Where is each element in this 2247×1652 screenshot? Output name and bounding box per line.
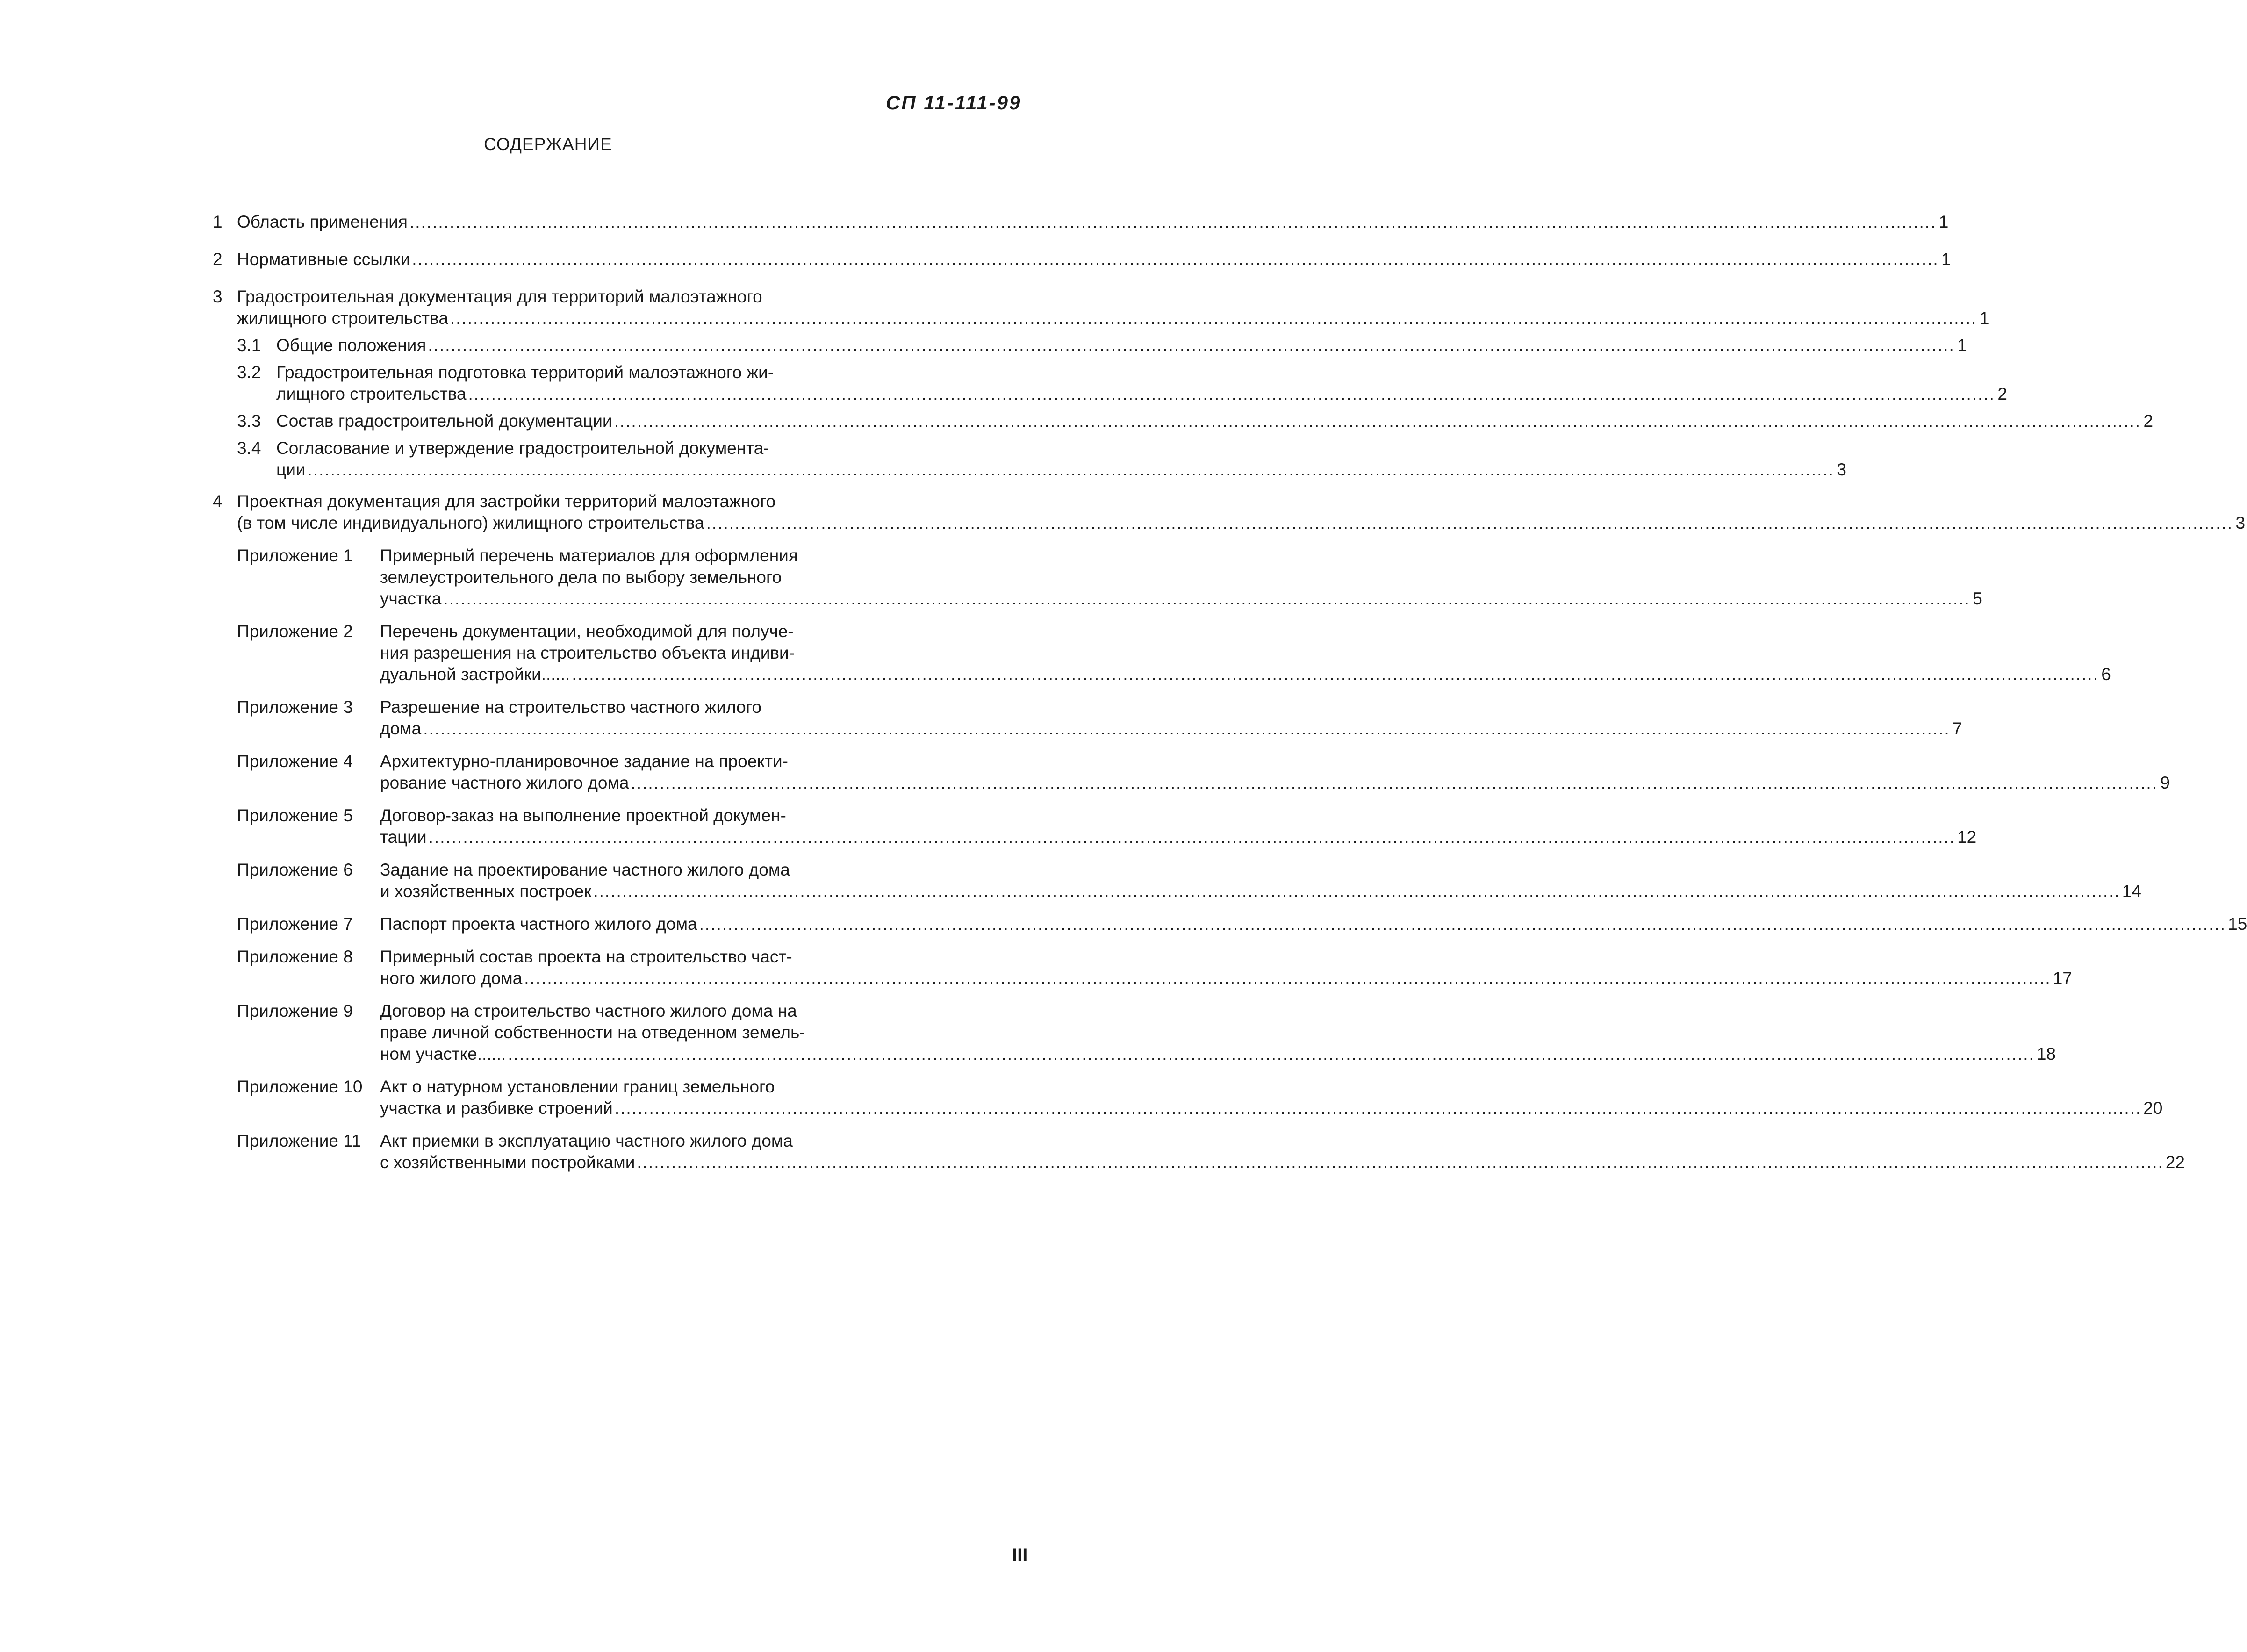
toc-entry-title-line: Архитектурно-планировочное задание на проекти-	[380, 752, 788, 771]
leader-dots	[699, 913, 2226, 935]
toc-entry-title-line: Договор на строительство частного жилого дома на	[380, 1001, 797, 1020]
toc-entry-3-1	[237, 335, 1967, 356]
toc-entry-number: 1	[213, 212, 223, 231]
toc-appendix-11	[237, 1130, 2185, 1173]
toc-entry-number: Приложение 11	[237, 1131, 361, 1150]
document-code: СП 11-111-99	[886, 92, 1022, 114]
toc-entry-number: Приложение 3	[237, 697, 353, 717]
toc-entry-number: Приложение 6	[237, 860, 353, 879]
toc-appendix-5	[237, 805, 1977, 848]
toc-page-number: 18	[2036, 1044, 2056, 1063]
toc-entry-title: дуальной застройки......	[380, 665, 570, 684]
toc-page-number: 7	[1953, 719, 1962, 738]
toc-entry-number: 3.1	[237, 336, 261, 355]
toc-entry-title-line: Проектная документация для застройки территорий малоэтажного	[237, 492, 776, 511]
toc-entry-title: жилищного строительства	[237, 309, 448, 328]
toc-entry-number: Приложение 10	[237, 1077, 363, 1096]
toc-page-number: 2	[2143, 411, 2154, 431]
page-title: СОДЕРЖАНИЕ	[484, 135, 612, 154]
leader-dots	[412, 249, 1938, 270]
toc-page-number: 1	[1941, 250, 1951, 269]
toc-entry-number: Приложение 5	[237, 806, 353, 825]
table-of-contents	[213, 211, 2247, 1173]
toc-entry-title: дома	[380, 719, 422, 738]
toc-entry-title: участка и разбивке строений	[380, 1099, 613, 1118]
leader-dots	[614, 410, 2141, 432]
toc-appendix-3	[237, 697, 1962, 740]
leader-dots	[450, 308, 1977, 329]
toc-page-number: 2	[1997, 384, 2007, 403]
toc-entry-number: 3.3	[237, 411, 261, 431]
toc-entry-title-line: Примерный перечень материалов для оформления	[380, 546, 798, 565]
toc-page-number: 12	[1957, 827, 1977, 847]
leader-dots	[429, 826, 1955, 848]
toc-page-number: 22	[2165, 1153, 2185, 1172]
toc-entry-title-line: Градостроительная подготовка территорий малоэтажного жи-	[276, 363, 774, 382]
toc-entry-3-3	[237, 410, 2154, 432]
toc-entry-title: Область применения	[237, 212, 408, 231]
toc-entry-1	[213, 211, 1949, 233]
leader-dots	[508, 1043, 2034, 1065]
toc-entry-title-line: Разрешение на строительство частного жилого	[380, 697, 761, 717]
toc-entry-number: Приложение 4	[237, 752, 353, 771]
toc-page-number: 17	[2053, 969, 2072, 988]
toc-entry-title: ном участке......	[380, 1044, 506, 1063]
toc-entry-title-line: Договор-заказ на выполнение проектной докумен-	[380, 806, 786, 825]
leader-dots	[468, 383, 1995, 405]
leader-dots	[631, 772, 2158, 794]
leader-dots	[524, 968, 2051, 989]
toc-entry-title: Паспорт проекта частного жилого дома	[380, 914, 697, 934]
toc-page-number: 5	[1973, 589, 1982, 608]
toc-entry-number: Приложение 9	[237, 1001, 353, 1020]
toc-entry-number: 3.4	[237, 438, 261, 458]
toc-entry-3	[213, 286, 1989, 329]
toc-entry-3-4	[237, 438, 1846, 481]
leader-dots	[637, 1152, 2163, 1173]
toc-entry-number: Приложение 1	[237, 546, 353, 565]
page-number: III	[1012, 1545, 1028, 1566]
toc-appendix-6	[237, 859, 2141, 902]
toc-appendix-7	[237, 913, 2247, 935]
toc-entry-number: 4	[213, 492, 223, 511]
toc-entry-title-line: Акт о натурном установлении границ земельного	[380, 1077, 775, 1096]
toc-page-number: 1	[1957, 336, 1967, 355]
toc-page-number: 1	[1979, 309, 1989, 328]
toc-entry-title: тации	[380, 827, 427, 847]
leader-dots	[593, 881, 2120, 902]
toc-entry-title: лищного строительства	[276, 384, 467, 403]
toc-page-number: 3	[1837, 460, 1846, 479]
toc-page-number: 3	[2235, 513, 2246, 532]
toc-entry-title: участка	[380, 589, 442, 608]
toc-page-number: 9	[2160, 773, 2170, 792]
toc-page-number: 20	[2143, 1099, 2163, 1118]
leader-dots	[706, 512, 2233, 534]
toc-entry-title: ции	[276, 460, 306, 479]
toc-entry-number: Приложение 2	[237, 622, 353, 641]
toc-appendix-10	[237, 1076, 2163, 1119]
leader-dots	[615, 1098, 2141, 1119]
toc-entry-number: 3.2	[237, 363, 261, 382]
toc-entry-title-line: Примерный состав проекта на строительство част-	[380, 947, 792, 966]
toc-appendix-1	[237, 545, 1982, 610]
toc-page-number: 1	[1938, 212, 1949, 231]
toc-entry-title-line: Градостроительная документация для территорий малоэтажного	[237, 287, 762, 306]
toc-entry-title-line: праве личной собственности на отведенном земель-	[380, 1023, 805, 1042]
toc-entry-title: Нормативные ссылки	[237, 250, 410, 269]
toc-entry-title-line: Согласование и утверждение градостроительной документа-	[276, 438, 769, 458]
toc-entry-title-line: землеустроительного дела по выбору земельного	[380, 567, 782, 587]
toc-appendix-8	[237, 946, 2072, 989]
leader-dots	[308, 459, 1834, 481]
toc-entry-3-2	[237, 362, 2007, 405]
toc-entry-title-line: Задание на проектирование частного жилого дома	[380, 860, 790, 879]
leader-dots	[443, 588, 1970, 610]
leader-dots	[409, 211, 1936, 233]
toc-entry-title: с хозяйственными постройками	[380, 1153, 635, 1172]
toc-entry-number: 3	[213, 287, 223, 306]
toc-entry-title: рование частного жилого дома	[380, 773, 629, 792]
leader-dots	[572, 664, 2098, 685]
leader-dots	[423, 718, 1950, 740]
toc-page-number: 15	[2228, 914, 2247, 934]
toc-entry-title: Состав градостроительной документации	[276, 411, 612, 431]
toc-page-number: 6	[2101, 665, 2111, 684]
toc-entry-number: Приложение 8	[237, 947, 353, 966]
toc-entry-title: Общие положения	[276, 336, 426, 355]
leader-dots	[428, 335, 1954, 356]
toc-appendix-4	[237, 751, 2170, 794]
toc-entry-title: ного жилого дома	[380, 969, 523, 988]
toc-appendix-2	[237, 621, 2111, 685]
toc-entry-title-line: ния разрешения на строительство объекта индиви-	[380, 643, 795, 662]
toc-entry-number: Приложение 7	[237, 914, 353, 934]
toc-entry-title: (в том числе индивидуального) жилищного строительства	[237, 513, 704, 532]
toc-entry-number: 2	[213, 250, 223, 269]
toc-entry-title-line: Перечень документации, необходимой для получе-	[380, 622, 794, 641]
toc-entry-title-line: Акт приемки в эксплуатацию частного жилого дома	[380, 1131, 793, 1150]
toc-entry-2	[213, 249, 1951, 270]
toc-appendix-9	[237, 1000, 2056, 1065]
toc-entry-title: и хозяйственных построек	[380, 882, 592, 901]
toc-entry-4	[213, 491, 2246, 534]
toc-page-number: 14	[2122, 882, 2141, 901]
